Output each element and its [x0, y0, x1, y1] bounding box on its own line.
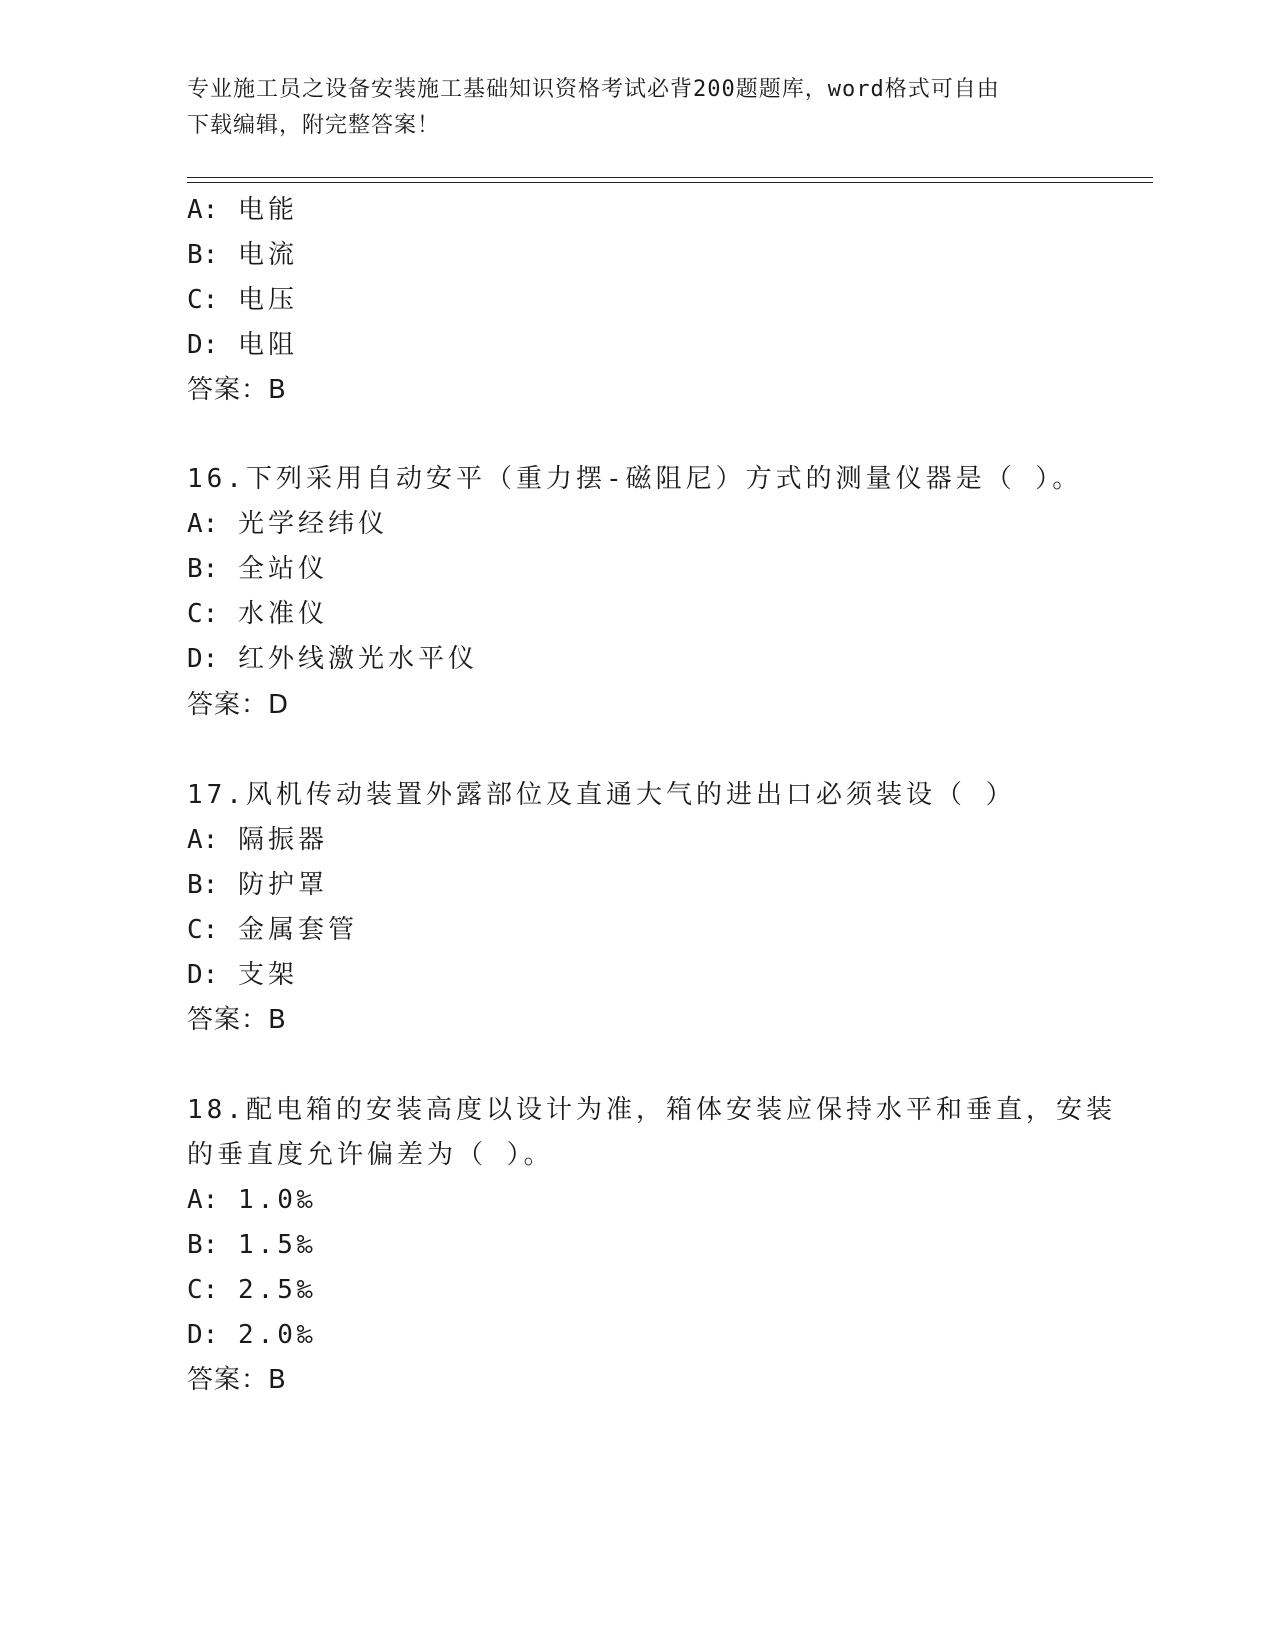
q17-option-d: [187, 958, 298, 992]
option-letter: D:: [187, 1320, 219, 1350]
option-letter: B:: [187, 554, 219, 584]
q15-option-a: [187, 193, 298, 227]
q18-option-c: [187, 1273, 317, 1307]
q16-option-d: [187, 642, 478, 676]
option-text: 金属套管: [237, 915, 358, 945]
option-letter: D:: [187, 330, 219, 360]
q18-stem-line-2: 的垂直度允许偏差为（ ）。: [187, 1140, 554, 1170]
q18-stem-line-1: 18.配电箱的安装高度以设计为准，箱体安装应保持水平和垂直，安装: [187, 1095, 1116, 1125]
option-letter: D:: [187, 644, 219, 674]
q18-option-b: [187, 1228, 317, 1262]
header-divider-top: [187, 177, 1153, 178]
option-text: 电压: [237, 285, 298, 315]
q15-option-c: [187, 283, 298, 317]
option-letter: B:: [187, 1230, 219, 1260]
option-letter: B:: [187, 240, 219, 270]
option-letter: A:: [187, 1185, 219, 1215]
option-letter: C:: [187, 1275, 219, 1305]
q16-answer: 答案：D: [187, 690, 290, 720]
q16-stem: 16.下列采用自动安平（重力摆-磁阻尼）方式的测量仪器是（ ）。: [187, 464, 1083, 494]
q16-option-c: [187, 597, 328, 631]
header-line-2: 下载编辑，附完整答案！: [187, 113, 441, 138]
option-text: 水准仪: [237, 599, 328, 629]
option-letter: D:: [187, 960, 219, 990]
header-divider-bottom: [187, 182, 1153, 183]
option-text: 1.0‰: [237, 1185, 317, 1215]
option-letter: A:: [187, 509, 219, 539]
option-text: 电流: [237, 240, 298, 270]
option-text: 防护罩: [237, 870, 328, 900]
q17-option-a: [187, 823, 328, 857]
q16-option-a: [187, 507, 388, 541]
q18-option-d: [187, 1318, 317, 1352]
option-letter: C:: [187, 285, 219, 315]
document-header: [187, 72, 1087, 144]
q15-answer: 答案：B: [187, 375, 287, 405]
option-letter: C:: [187, 599, 219, 629]
option-text: 2.5‰: [237, 1275, 317, 1305]
option-letter: C:: [187, 915, 219, 945]
option-text: 支架: [237, 960, 298, 990]
option-letter: A:: [187, 825, 219, 855]
q17-answer: 答案：B: [187, 1005, 287, 1035]
q16-option-b: [187, 552, 328, 586]
q15-option-b: [187, 238, 298, 272]
q17-stem: 17.风机传动装置外露部位及直通大气的进出口必须装设（ ）: [187, 780, 1016, 810]
option-text: 隔振器: [237, 825, 328, 855]
q15-option-d: [187, 328, 298, 362]
option-text: 全站仪: [237, 554, 328, 584]
q18-option-a: [187, 1183, 317, 1217]
option-text: 2.0‰: [237, 1320, 317, 1350]
option-letter: A:: [187, 195, 219, 225]
option-text: 红外线激光水平仪: [237, 644, 478, 674]
q18-answer: 答案：B: [187, 1365, 287, 1395]
option-text: 电能: [237, 195, 298, 225]
header-line-1: 专业施工员之设备安装施工基础知识资格考试必背200题题库，word格式可自由: [187, 77, 1000, 102]
option-text: 1.5‰: [237, 1230, 317, 1260]
q17-option-b: [187, 868, 328, 902]
option-text: 电阻: [237, 330, 298, 360]
option-letter: B:: [187, 870, 219, 900]
option-text: 光学经纬仪: [237, 509, 388, 539]
q17-option-c: [187, 913, 358, 947]
